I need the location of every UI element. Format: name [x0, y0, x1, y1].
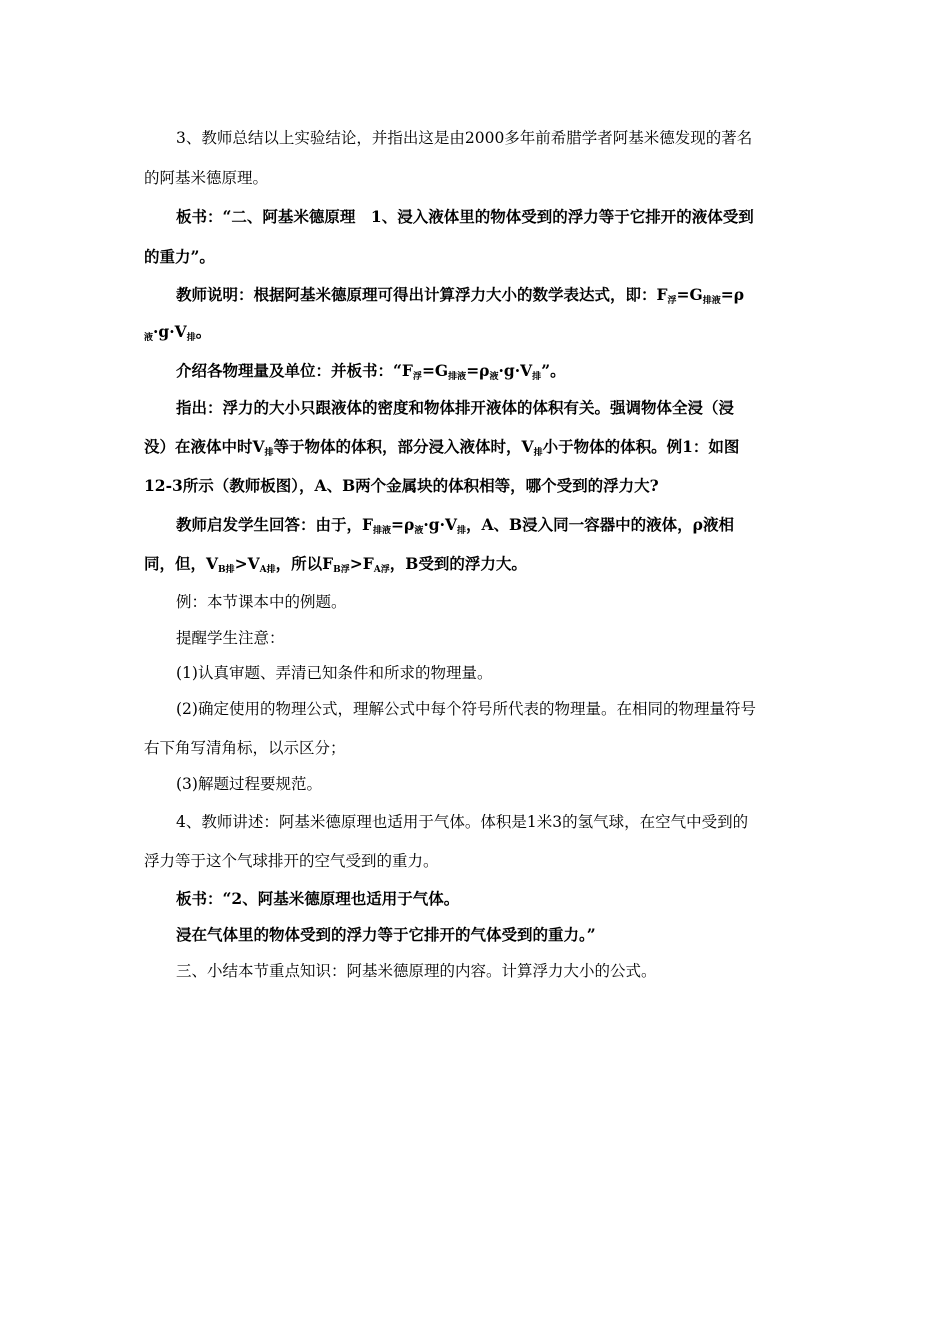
reminder-heading: 提醒学生注意：: [176, 629, 285, 647]
point-out-line3: 12-3所示（教师板图），A、B两个金属块的体积相等，哪个受到的浮力大?: [144, 476, 659, 495]
subscript: B浮: [333, 565, 350, 575]
subscript: 浮: [412, 372, 422, 382]
example-line: 例：本节课本中的例题。: [176, 593, 347, 611]
subscript: A排: [259, 565, 276, 575]
formula-part: =ρ: [466, 361, 490, 380]
teacher-prompt-text: 教师启发学生回答：由于，F: [176, 515, 374, 534]
summary-line: 三、小结本节重点知识：阿基米德原理的内容。计算浮力大小的公式。: [176, 962, 657, 980]
subscript: 液: [144, 333, 154, 343]
board-note-principle-line1: 板书：“二、阿基米德原理 1、浸入液体里的物体受到的浮力等于它排开的液体受到: [176, 207, 754, 226]
reminder-item-3: (3)解题过程要规范。: [176, 775, 322, 793]
teacher-prompt-line1: [176, 515, 734, 538]
point-out-line2: [144, 437, 739, 460]
formula-part: ”。: [541, 361, 566, 380]
teacher-prompt-text: ，所以F: [275, 554, 334, 573]
formula-part: =G: [676, 285, 703, 304]
formula-part: >V: [234, 554, 260, 573]
paragraph-conclusion-line1: 3、教师总结以上实验结论，并指出这是由2000多年前希腊学者阿基米德发现的著名: [176, 129, 753, 147]
teacher-explanation-text: 教师说明：根据阿基米德原理可得出计算浮力大小的数学表达式，即：F: [176, 285, 668, 304]
formula-part: =G: [421, 361, 449, 380]
subscript: 排液: [373, 526, 392, 536]
subscript: 排: [457, 526, 467, 536]
subscript: 浮: [667, 296, 677, 306]
formula-part: 。: [195, 322, 212, 341]
teacher-explanation-line1: [176, 285, 744, 308]
formula-part: >F: [349, 554, 374, 573]
subscript: 排液: [702, 296, 721, 306]
subscript: A浮: [373, 565, 390, 575]
subscript: B排: [218, 565, 235, 575]
teacher-prompt-line2: [144, 554, 527, 577]
formula-part: =ρ: [720, 285, 745, 304]
teacher-prompt-text: 同，但，V: [144, 554, 219, 573]
point-out-text: 没）在液体中时V: [144, 437, 265, 456]
teacher-prompt-text: ，B受到的浮力大。: [389, 554, 527, 573]
formula-part: ·g·V: [423, 515, 458, 534]
subscript: 排液: [448, 372, 467, 382]
subscript: 排: [533, 448, 543, 458]
board-note-formula-text: 介绍各物理量及单位：并板书：“F: [176, 361, 413, 380]
point-out-line1: 指出：浮力的大小只跟液体的密度和物体排开液体的体积有关。强调物体全浸（浸: [176, 398, 735, 417]
teacher-prompt-text: ，A、B浸入同一容器中的液体，ρ液相: [466, 515, 734, 534]
reminder-item-2-line1: (2)确定使用的物理公式，理解公式中每个符号所代表的物理量。在相同的物理量符号: [176, 700, 756, 718]
subscript: 液: [489, 372, 499, 382]
formula-part: ·g·V: [153, 322, 187, 341]
subscript: 排: [264, 448, 274, 458]
point-out-text: 小于物体的体积。例1：如图: [542, 437, 740, 456]
reminder-item-1: (1)认真审题、弄清已知条件和所求的物理量。: [176, 664, 493, 682]
board-note-formula: [176, 361, 566, 384]
point-out-text: 等于物体的体积，部分浸入液体时，V: [273, 437, 534, 456]
teacher-explanation-line2: [144, 322, 211, 345]
subscript: 排: [532, 372, 542, 382]
formula-part: =ρ: [391, 515, 415, 534]
board-note-principle-line2: 的重力”。: [144, 247, 215, 266]
board-note-gas-line2: 浸在气体里的物体受到的浮力等于它排开的气体受到的重力。”: [176, 925, 596, 944]
board-note-gas-line1: 板书：“2、阿基米德原理也适用于气体。: [176, 889, 460, 908]
reminder-item-2-line2: 右下角写清角标，以示区分；: [144, 739, 346, 757]
subscript: 液: [414, 526, 424, 536]
formula-part: ·g·V: [498, 361, 533, 380]
teacher-narration-line1: 4、教师讲述：阿基米德原理也适用于气体。体积是1米3的氢气球，在空气中受到的: [176, 813, 749, 831]
subscript: 排: [186, 333, 196, 343]
paragraph-conclusion-line2: 的阿基米德原理。: [144, 169, 269, 187]
teacher-narration-line2: 浮力等于这个气球排开的空气受到的重力。: [144, 852, 439, 870]
